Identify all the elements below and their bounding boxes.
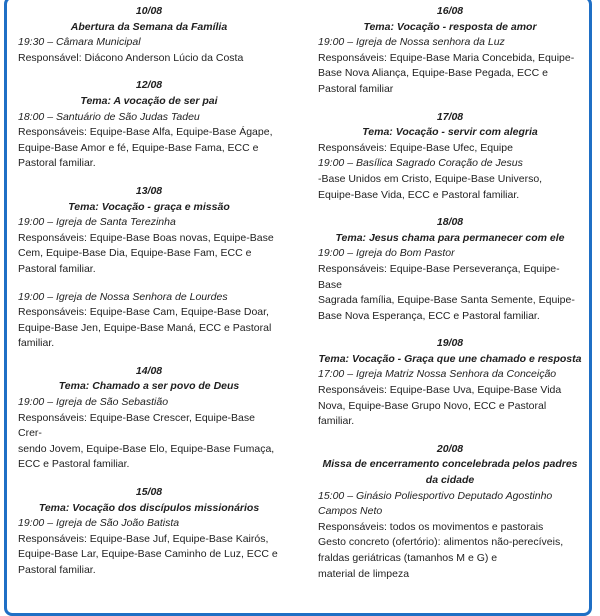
event-detail-line: Sagrada família, Equipe-Base Santa Semente, Equipe- [318, 294, 575, 307]
event-detail-line: Gesto concreto (ofertório): alimentos não-perecíveis, [318, 536, 564, 549]
event-time-place: 19:30 – Câmara Municipal [18, 36, 141, 49]
event-time-place: 19:00 – Igreja de Santa Terezinha [18, 216, 176, 229]
event-time-place: 17:00 – Igreja Matriz Nossa Senhora da Conceição [318, 368, 557, 381]
event-time-place: 19:00 – Igreja de São Sebastião [18, 396, 169, 409]
event-detail-line: familiar. [318, 415, 355, 428]
schedule-event [18, 184, 280, 352]
event-time-place: 19:00 – Igreja do Bom Pastor [318, 247, 455, 260]
event-detail-line: Pastoral familiar. [18, 157, 96, 170]
schedule-event [318, 336, 582, 430]
event-detail-line: Responsáveis: Equipe-Base Ufec, Equipe [318, 141, 513, 154]
event-detail-line: Equipe-Base Vida, ECC e Pastoral familiar. [318, 188, 520, 201]
event-date: 10/08 [135, 5, 163, 17]
event-detail-line: Responsáveis: Equipe-Base Juf, Equipe-Base Kairós, [18, 532, 269, 545]
event-theme: Tema: Vocação dos discípulos missionários [38, 501, 260, 514]
event-detail-line: Responsáveis: Equipe-Base Cam, Equipe-Base Doar, [18, 306, 269, 319]
event-date: 12/08 [135, 79, 163, 92]
event-detail-line: Responsáveis: Equipe-Base Alfa, Equipe-Base Ágape, [18, 126, 273, 139]
schedule-event [18, 78, 280, 172]
event-detail-line: sendo Jovem, Equipe-Base Elo, Equipe-Base Fumaça, [18, 442, 275, 455]
event-time-place: 19:00 – Igreja de Nossa Senhora de Lourdes [18, 290, 228, 303]
event-detail-line: -Base Unidos em Cristo, Equipe-Base Universo, [318, 172, 543, 185]
event-detail-line: familiar. [18, 337, 55, 350]
schedule-event [18, 485, 280, 579]
event-detail-line: Cem, Equipe-Base Dia, Equipe-Base Fam, ECC e [18, 247, 252, 260]
right-column [318, 4, 582, 594]
event-theme: Tema: A vocação de ser pai [80, 94, 218, 107]
event-detail-line: Responsáveis: Equipe-Base Perseverança, Equipe-Base [318, 262, 560, 291]
event-date: 18/08 [436, 216, 464, 229]
event-time-place: 19:00 – Igreja de Nossa senhora da Luz [318, 36, 505, 49]
event-detail-line: Responsáveis: Equipe-Base Maria Concebida, Equipe- [318, 51, 575, 64]
event-detail-line: Equipe-Base Jen, Equipe-Base Maná, ECC e Pastoral [18, 321, 272, 334]
event-theme: Tema: Vocação - Graça que une chamado e resposta [318, 352, 582, 365]
event-detail-line: Pastoral familiar [318, 82, 394, 95]
event-detail-line: Responsáveis: todos os movimentos e pastorais [318, 520, 544, 533]
event-date: 14/08 [135, 364, 163, 377]
event-date: 16/08 [436, 5, 464, 17]
schedule-event [318, 4, 582, 98]
event-detail-line: Responsável: Diácono Anderson Lúcio da Costa [18, 51, 244, 64]
event-theme: Tema: Vocação - graça e missão [68, 200, 230, 213]
event-theme: Tema: Vocação - servir com alegria [362, 126, 538, 139]
event-theme: Abertura da Semana da Família [70, 20, 228, 33]
event-time-place: 19:00 – Igreja de São João Batista [18, 517, 180, 530]
event-detail-line: Responsáveis: Equipe-Base Crescer, Equipe-Base Crer- [18, 411, 255, 440]
event-theme: Missa de encerramento concelebrada pelos padres da cidade [322, 458, 578, 487]
event-theme: Tema: Jesus chama para permanecer com ele [335, 231, 565, 244]
event-date: 17/08 [436, 110, 464, 123]
event-date: 13/08 [135, 184, 163, 197]
schedule-event [318, 442, 582, 582]
event-detail-line: Responsáveis: Equipe-Base Uva, Equipe-Base Vida [318, 384, 562, 397]
event-theme: Tema: Vocação - resposta de amor [363, 20, 537, 33]
event-time-place: 15:00 – Ginásio Poliesportivo Deputado Agostinho [318, 489, 553, 502]
event-date: 20/08 [436, 442, 464, 455]
event-detail-line: Base Nova Esperança, ECC e Pastoral familiar. [318, 309, 540, 322]
event-detail-line: ECC e Pastoral familiar. [18, 458, 130, 471]
event-date: 19/08 [436, 337, 464, 350]
left-column [18, 4, 280, 591]
event-detail-line: fraldas geriátricas (tamanhos M e G) e [318, 552, 498, 564]
event-time-place: 18:00 – Santuário de São Judas Tadeu [18, 110, 200, 123]
event-detail-line: Nova, Equipe-Base Grupo Novo, ECC e Pastoral [318, 399, 547, 412]
event-theme: Tema: Chamado a ser povo de Deus [58, 380, 240, 393]
event-detail-line: Base Nova Aliança, Equipe-Base Pegada, ECC e [318, 67, 548, 80]
schedule-event [318, 110, 582, 204]
event-date: 15/08 [135, 486, 163, 499]
schedule-event [18, 364, 280, 473]
event-detail-line: material de limpeza [318, 567, 410, 580]
event-detail-line: Pastoral familiar. [18, 564, 96, 576]
schedule-event [318, 215, 582, 324]
event-detail-line: Responsáveis: Equipe-Base Boas novas, Equipe-Base [18, 231, 274, 244]
event-detail-line: Pastoral familiar. [18, 262, 96, 275]
event-detail-line: Equipe-Base Amor e fé, Equipe-Base Fama, ECC e [18, 141, 259, 154]
schedule-event [18, 4, 280, 66]
event-detail-line: Equipe-Base Lar, Equipe-Base Caminho de Luz, ECC e [18, 548, 278, 561]
event-time-place: 19:00 – Basílica Sagrado Coração de Jesus [318, 157, 523, 170]
event-time-place: Campos Neto [318, 505, 383, 518]
